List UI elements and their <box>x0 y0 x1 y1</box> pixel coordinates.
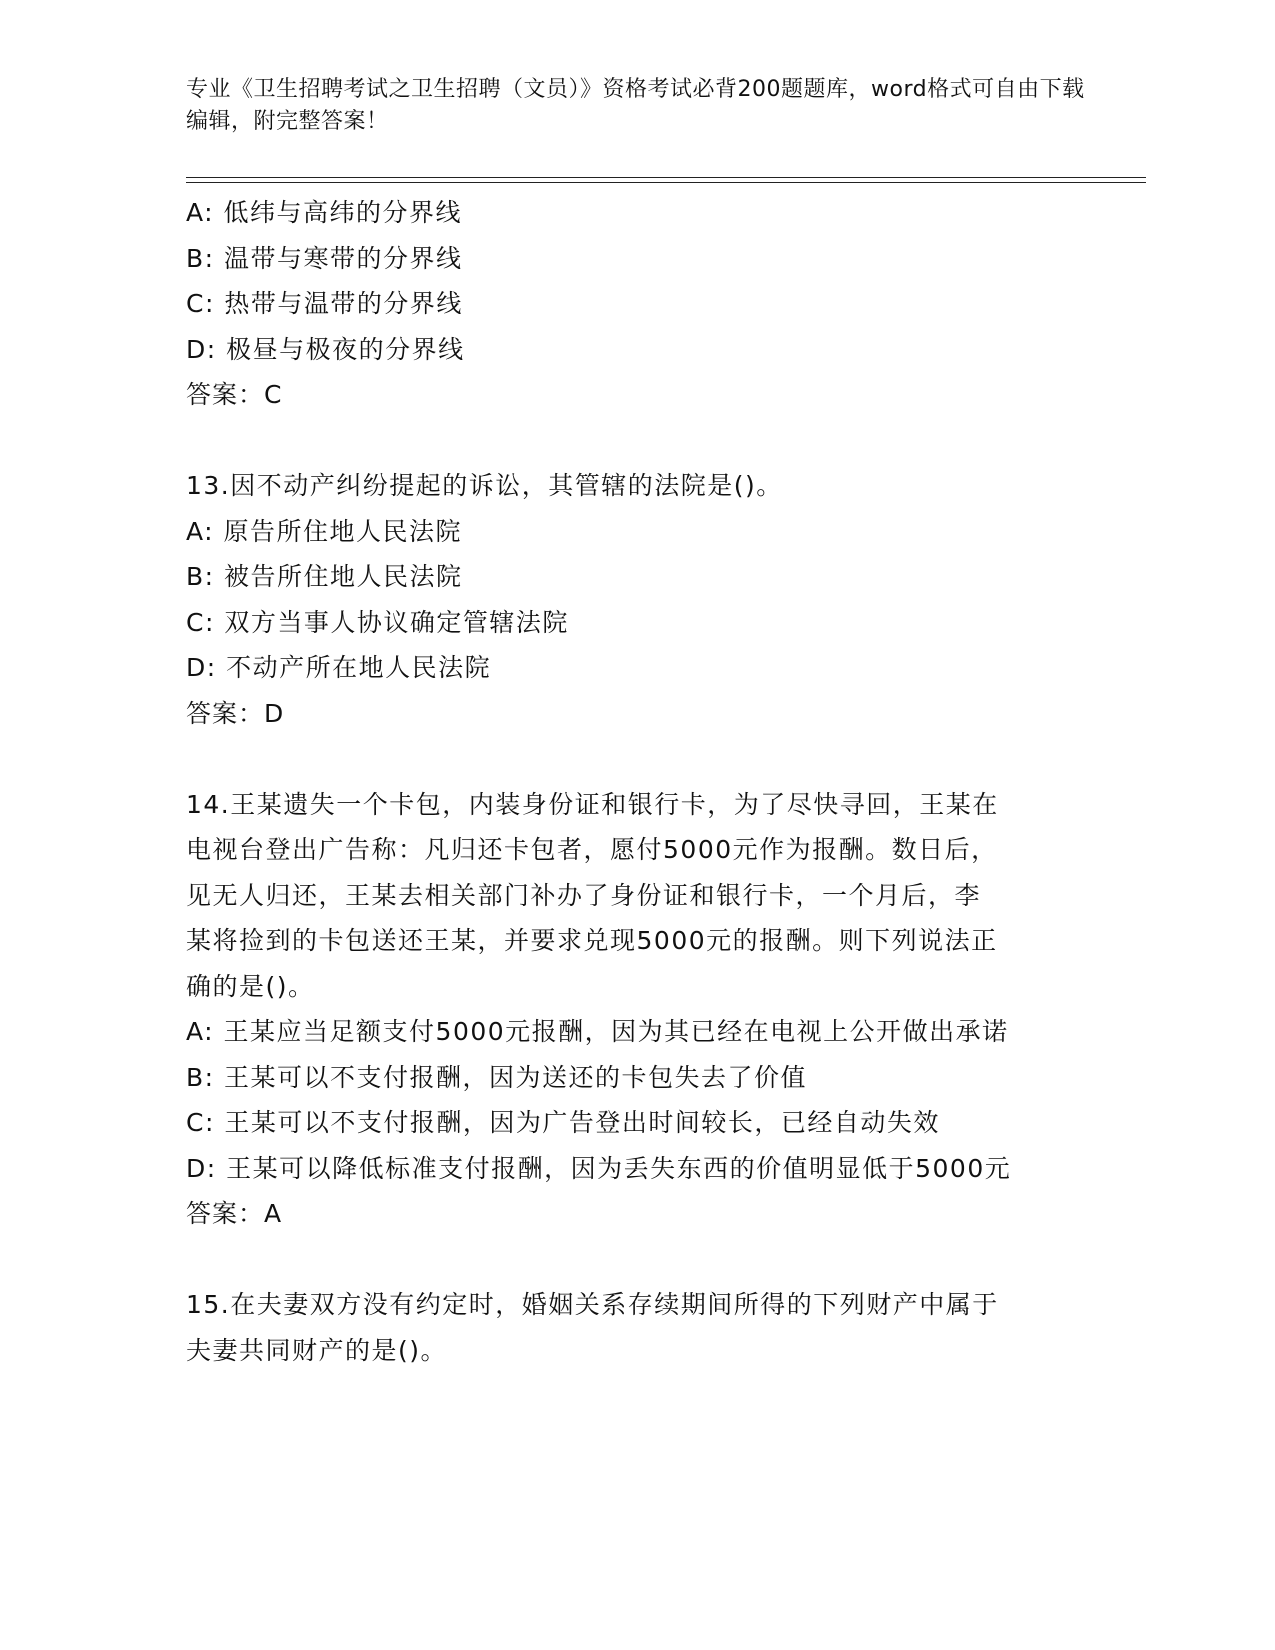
option-a: A: 原告所住地人民法院 <box>186 516 463 546</box>
question-text: 13.因不动产纠纷提起的诉讼，其管辖的法院是()。 <box>186 471 783 500</box>
answer: 答案：C <box>186 380 283 409</box>
question-text-line: 14.王某遗失一个卡包，内装身份证和银行卡，为了尽快寻回，王某在 <box>186 789 999 819</box>
answer: 答案：D <box>186 698 285 728</box>
spacer <box>186 736 1066 782</box>
option-d: D: 王某可以降低标准支付报酬，因为丢失东西的价值明显低于5000元 <box>186 1153 1012 1183</box>
question-list <box>186 190 1066 1373</box>
answer: 答案：A <box>186 1199 283 1228</box>
option-a: A: 王某应当足额支付5000元报酬，因为其已经在电视上公开做出承诺 <box>186 1017 1009 1046</box>
spacer <box>186 418 1066 464</box>
question-text-line: 某将捡到的卡包送还王某，并要求兑现5000元的报酬。则下列说法正 <box>186 926 998 955</box>
question-text-line: 电视台登出广告称：凡归还卡包者，愿付5000元作为报酬。数日后， <box>186 835 998 864</box>
question-15 <box>186 1282 1066 1373</box>
question-text-line: 夫妻共同财产的是()。 <box>186 1335 448 1365</box>
option-b: B: 被告所住地人民法院 <box>186 562 463 591</box>
option-d: D: 极昼与极夜的分界线 <box>186 334 465 364</box>
spacer <box>186 1237 1066 1283</box>
option-c: C: 王某可以不支付报酬，因为广告登出时间较长，已经自动失效 <box>186 1108 940 1137</box>
option-a: A: 低纬与高纬的分界线 <box>186 198 463 227</box>
option-b: B: 温带与寒带的分界线 <box>186 243 463 273</box>
header-divider-bottom <box>186 182 1146 183</box>
question-14 <box>186 782 1066 1237</box>
document-header <box>186 74 1086 138</box>
question-text-line: 见无人归还，王某去相关部门补办了身份证和银行卡，一个月后，李 <box>186 880 982 910</box>
option-c: C: 双方当事人协议确定管辖法院 <box>186 607 569 637</box>
option-b: B: 王某可以不支付报酬，因为送还的卡包失去了价值 <box>186 1062 808 1092</box>
header-text: 专业《卫生招聘考试之卫生招聘（文员）》资格考试必背200题题库，word格式可自由下载编辑，附完整答案！ <box>186 77 1085 134</box>
question-13 <box>186 463 1066 736</box>
header-divider-top <box>186 177 1146 178</box>
question-text-line: 确的是()。 <box>186 971 315 1001</box>
question-12 <box>186 190 1066 418</box>
question-text-line: 15.在夫妻双方没有约定时，婚姻关系存续期间所得的下列财产中属于 <box>186 1290 999 1319</box>
option-d: D: 不动产所在地人民法院 <box>186 653 492 682</box>
option-c: C: 热带与温带的分界线 <box>186 289 463 318</box>
